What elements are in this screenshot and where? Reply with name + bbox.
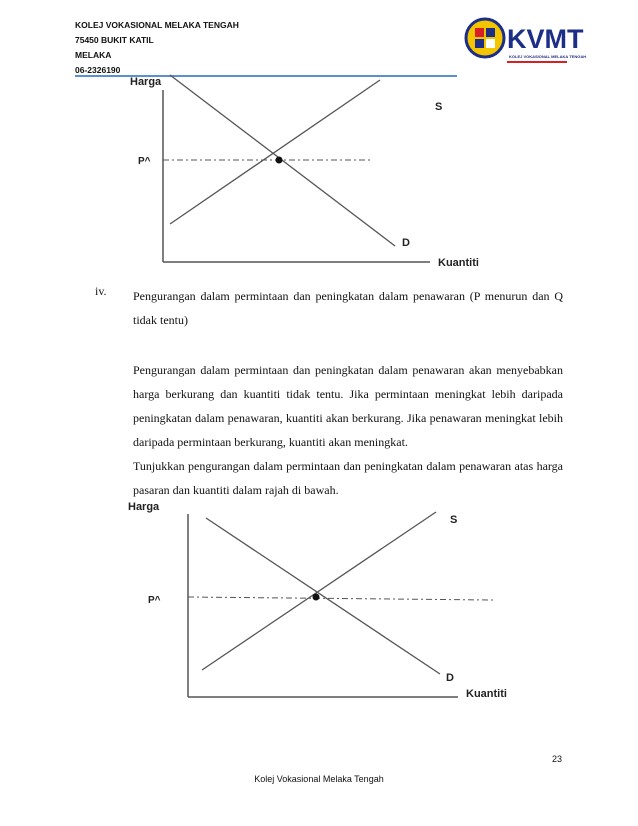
explanation-paragraph <box>133 358 563 502</box>
page-footer: Kolej Vokasional Melaka Tengah <box>254 774 384 784</box>
logo-text: KVMT <box>507 24 584 54</box>
kvmt-logo <box>463 8 587 72</box>
price-line <box>188 597 493 600</box>
logo-subtitle: KOLEJ VOKASIONAL MELAKA TENGAH <box>509 54 587 59</box>
y-axis-label: Harga <box>130 76 162 88</box>
supply-label: S <box>450 514 458 526</box>
supply-demand-graph-1 <box>130 70 479 270</box>
supply-demand-graph-2 <box>128 492 508 707</box>
price-label: P^ <box>138 156 151 167</box>
school-state: MELAKA <box>75 50 112 60</box>
item-title: Pengurangan dalam permintaan dan peningkatan dalam penawaran (P menurun dan Q tidak tentu) <box>133 289 563 327</box>
school-address: 75450 BUKIT KATIL <box>75 35 154 45</box>
x-axis-label: Kuantiti <box>466 688 507 700</box>
supply-curve <box>170 80 380 224</box>
school-name: KOLEJ VOKASIONAL MELAKA TENGAH <box>75 20 239 30</box>
explanation-text: Pengurangan dalam permintaan dan peningkatan dalam penawaran akan menyebabkan harga berkurang dan kuantiti tidak tentu. Jika permintaan meningkat lebih daripada peningkatan dalam penawaran, kuantiti akan berkurang. Jika penawaran meningkat lebih daripada permintaan berkurang, kuantiti akan meningkat. <box>133 363 563 449</box>
instruction-text: Tunjukkan pengurangan dalam permintaan dan peningkatan dalam penawaran atas harga pasaran dan kuantiti dalam rajah di bawah. <box>133 459 563 497</box>
equilibrium-point <box>313 594 320 601</box>
page-number: 23 <box>552 754 563 764</box>
y-axis-label: Harga <box>128 501 160 513</box>
school-phone: 06-2326190 <box>75 65 121 75</box>
demand-label: D <box>446 672 454 684</box>
item-numeral: iv. <box>95 284 107 298</box>
school-header <box>75 18 239 78</box>
equilibrium-point <box>276 157 283 164</box>
price-label: P^ <box>148 595 161 606</box>
x-axis-label: Kuantiti <box>438 257 479 269</box>
supply-label: S <box>435 101 443 113</box>
demand-label: D <box>402 237 410 249</box>
demand-curve <box>206 518 440 674</box>
supply-curve <box>202 512 436 670</box>
